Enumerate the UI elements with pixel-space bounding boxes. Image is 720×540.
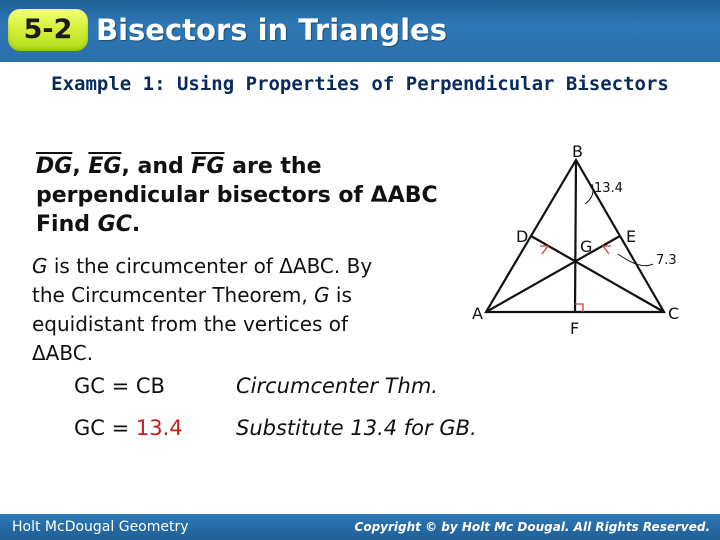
leader-7-3 <box>618 254 653 266</box>
find-target: GC <box>97 212 132 237</box>
explanation <box>32 252 462 368</box>
explanation-text-1: is the circumcenter of ΔABC. By <box>47 254 373 278</box>
line-b-to-f <box>575 160 576 312</box>
triangle-diagram <box>468 138 690 338</box>
step-1-equation: GC = CB <box>74 374 165 398</box>
label-a: A <box>472 304 483 323</box>
segment-fg: $\overline{FG}$ <box>191 154 225 179</box>
lesson-badge: 5-2 <box>8 9 88 51</box>
explanation-text-2b: is <box>329 283 352 307</box>
measure-13-4: 13.4 <box>594 181 623 196</box>
statement-sep-2: , and <box>121 154 192 179</box>
g-variable: G <box>314 283 330 307</box>
segment-dg: $\overline{DG}$ <box>36 154 73 179</box>
statement-line-1 <box>36 152 474 181</box>
example-heading: Example 1: Using Properties of Perpendicular Bisectors <box>51 73 669 95</box>
footer-bar <box>0 514 720 540</box>
right-angle-mark-e <box>603 246 611 254</box>
right-angle-mark-d <box>540 246 548 254</box>
step-2-prefix: GC = <box>74 416 136 440</box>
explanation-line-1 <box>32 252 462 281</box>
label-d: D <box>516 227 529 246</box>
find-text: Find <box>36 212 98 237</box>
explanation-text-2a: the Circumcenter Theorem, <box>32 283 315 307</box>
label-f: F <box>570 319 580 338</box>
statement-line-2: perpendicular bisectors of ΔABC <box>36 183 438 208</box>
statement-line-3 <box>36 210 474 239</box>
step-2-equation <box>74 414 183 442</box>
label-b: B <box>572 142 583 161</box>
explanation-line-2 <box>32 281 462 310</box>
step-2-reason: Substitute 13.4 for GB. <box>236 416 477 440</box>
header-bar <box>0 0 720 62</box>
statement-line-1-end: are the <box>224 154 322 179</box>
statement-sep-1: , <box>72 154 89 179</box>
problem-statement <box>36 152 474 239</box>
segment-eg: $\overline{EG}$ <box>88 154 122 179</box>
measure-7-3: 7.3 <box>656 253 677 268</box>
label-g: G <box>580 237 593 256</box>
step-1-reason: Circumcenter Thm. <box>236 374 438 398</box>
label-c: C <box>668 304 680 323</box>
explanation-line-3: equidistant from the vertices of <box>32 312 349 336</box>
step-2-value: 13.4 <box>135 416 183 440</box>
lesson-title: Bisectors in Triangles <box>96 13 447 47</box>
explanation-line-4: ΔABC. <box>32 341 94 365</box>
footer-publisher: Holt McDougal Geometry <box>12 519 189 535</box>
find-period: . <box>131 212 141 237</box>
right-angle-mark-f <box>575 304 583 312</box>
footer-copyright: Copyright © by Holt Mc Dougal. All Rights Reserved. <box>354 520 710 534</box>
g-variable: G <box>32 254 48 278</box>
label-e: E <box>626 227 637 246</box>
